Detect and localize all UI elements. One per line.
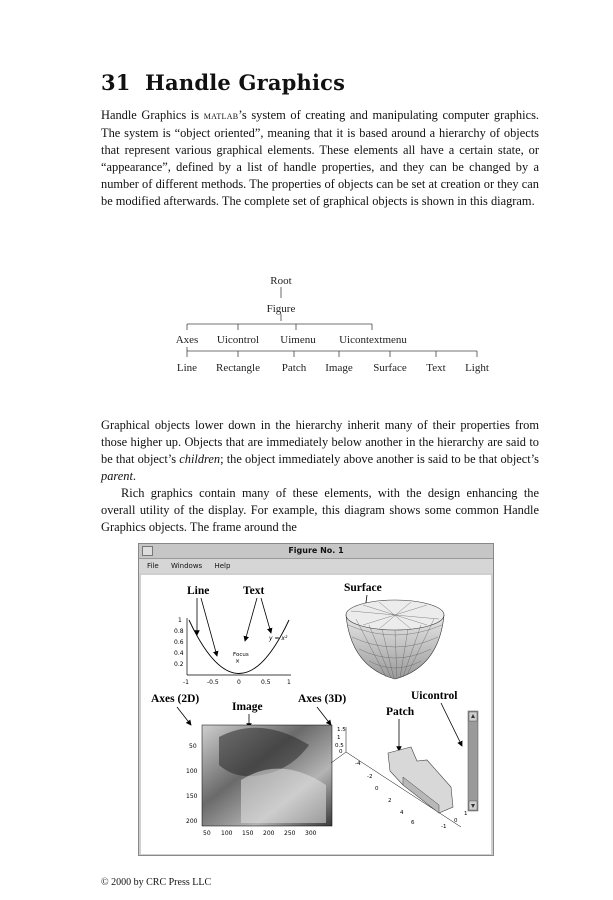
img-x-tick: 150 xyxy=(242,830,254,837)
callout-image: Image xyxy=(232,701,263,713)
y-tick: 0.4 xyxy=(174,650,184,657)
img-y-tick: 150 xyxy=(186,793,198,800)
callout-text: Text xyxy=(243,585,265,597)
node-uicontrol: Uicontrol xyxy=(216,334,260,346)
y-tick: 0.2 xyxy=(174,661,184,668)
focus-marker: × xyxy=(235,658,241,665)
node-line: Line xyxy=(176,362,198,374)
img-x-tick: 50 xyxy=(203,830,211,837)
z-tick: 0 xyxy=(339,749,343,755)
figure-menu-bar xyxy=(139,559,493,573)
figure-window-title: Figure No. 1 xyxy=(288,546,344,555)
figure-graphics xyxy=(141,575,491,854)
parent-term: parent xyxy=(101,469,133,484)
menu-help[interactable]: Help xyxy=(214,562,231,570)
y-tick: 0.6 xyxy=(174,639,184,646)
3d-y-tick: 6 xyxy=(411,820,415,826)
z-tick: 1 xyxy=(337,735,341,741)
node-uimenu: Uimenu xyxy=(280,334,316,346)
copyright-footer: © 2000 by CRC Press LLC xyxy=(101,877,212,888)
img-x-tick: 200 xyxy=(263,830,275,837)
equation-text: y = x² xyxy=(269,635,288,642)
node-figure: Figure xyxy=(266,303,296,315)
img-x-tick: 100 xyxy=(221,830,233,837)
image-axes xyxy=(186,725,332,837)
node-rectangle: Rectangle xyxy=(216,362,260,374)
img-x-tick: 250 xyxy=(284,830,296,837)
intro-text-a: Handle Graphics is xyxy=(101,108,204,122)
node-root: Root xyxy=(270,275,292,287)
axes-2d xyxy=(174,617,291,686)
body-paragraph-2: Rich graphics contain many of these elements, with the design enhancing the overall utility of the display. For example, this diagram shows some common Handle Graphics objects. The frame around the xyxy=(101,486,539,535)
body-paragraph-1 xyxy=(101,417,539,485)
node-light: Light xyxy=(465,362,489,374)
node-axes: Axes xyxy=(175,334,199,346)
x-tick: 0.5 xyxy=(261,679,271,686)
x-tick: -0.5 xyxy=(207,679,219,686)
3d-y-tick: 0 xyxy=(375,786,379,792)
callout-line: Line xyxy=(187,585,210,597)
body-text-c: . xyxy=(132,469,136,484)
figure-canvas xyxy=(141,575,491,854)
surface-3d xyxy=(346,600,444,679)
3d-x-tick: 1 xyxy=(464,811,468,817)
callout-patch: Patch xyxy=(386,706,415,718)
node-uicontextmenu: Uicontextmenu xyxy=(339,334,407,346)
node-surface: Surface xyxy=(373,362,407,374)
window-menu-button[interactable] xyxy=(142,546,153,556)
hierarchy-diagram xyxy=(0,0,613,390)
3d-x-tick: 0 xyxy=(454,818,458,824)
callout-uicontrol: Uicontrol xyxy=(411,690,458,702)
menu-file[interactable]: File xyxy=(147,562,159,570)
img-x-tick: 300 xyxy=(305,830,317,837)
section-number: 31 xyxy=(101,70,131,95)
intro-text-b: ’s system of creating and manipulating computer graphics. The system is “object oriented”, meaning that it is based around a hierarchy of objects that represent various graphical elements. These elements all have a certain state, or “appearance”, defined by a list of handle properties, and they can be changed by a number of different methods. The properties of objects can be set at creation or they can be modified afterwards. The complete set of graphical objects is shown in this diagram. xyxy=(101,108,539,209)
img-y-tick: 100 xyxy=(186,768,198,775)
z-tick: 1.5 xyxy=(337,727,346,733)
body-text-a: Graphical objects lower down in the hierarchy inherit many of their properties from those higher up. Objects that are immediately below another in the hierarchy are said to be that object’s xyxy=(101,418,539,467)
uicontrol-slider[interactable] xyxy=(468,711,478,811)
figure-title-bar xyxy=(139,544,493,559)
callout-axes-2d: Axes (2D) xyxy=(151,693,200,705)
body-text-b: ; the object immediately above another is said to be that object’s xyxy=(220,452,540,467)
3d-y-tick: -2 xyxy=(367,774,373,780)
img-y-tick: 50 xyxy=(189,743,197,750)
x-tick: -1 xyxy=(183,679,189,686)
focus-label: Focus xyxy=(233,652,249,658)
menu-windows[interactable]: Windows xyxy=(170,562,203,570)
parabola-line xyxy=(189,620,289,674)
z-tick: 0.5 xyxy=(335,743,344,749)
x-tick: 1 xyxy=(287,679,291,686)
x-tick: 0 xyxy=(237,679,241,686)
y-tick: 0.8 xyxy=(174,628,184,635)
3d-y-tick: 2 xyxy=(388,798,392,804)
children-term: children xyxy=(179,452,221,467)
callout-axes-3d: Axes (3D) xyxy=(298,693,347,705)
node-text: Text xyxy=(426,362,446,374)
section-title: Handle Graphics xyxy=(145,70,346,95)
callout-surface: Surface xyxy=(344,582,382,594)
y-tick: 1 xyxy=(178,617,182,624)
node-image: Image xyxy=(325,362,353,374)
3d-y-tick: 4 xyxy=(400,810,404,816)
img-y-tick: 200 xyxy=(186,818,198,825)
3d-y-tick: -4 xyxy=(355,761,361,767)
figure-window xyxy=(138,543,494,856)
node-patch: Patch xyxy=(281,362,307,374)
3d-x-tick: -1 xyxy=(441,824,447,830)
matlab-name: matlab xyxy=(203,110,239,122)
